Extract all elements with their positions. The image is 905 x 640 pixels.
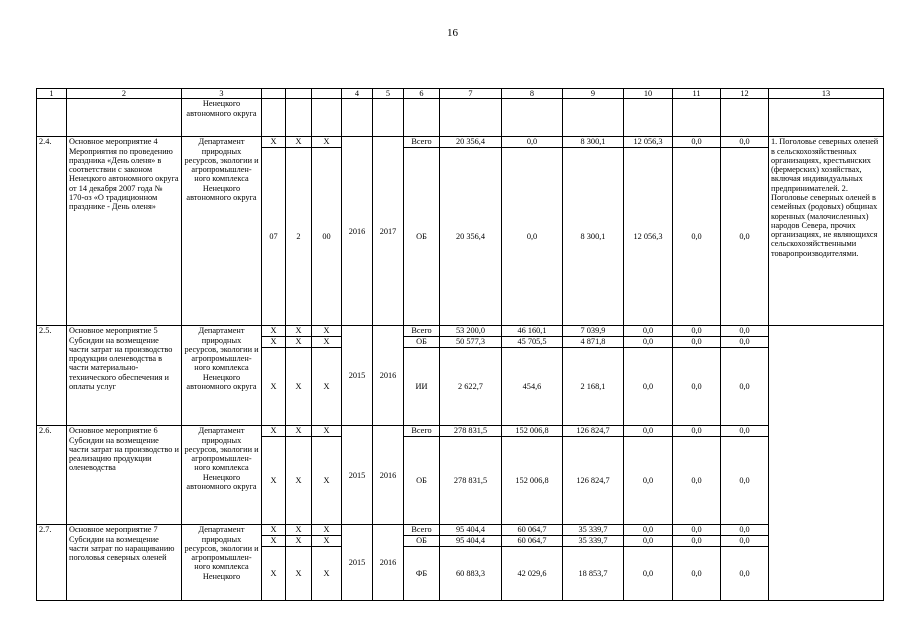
amount-cell: 0,0 bbox=[673, 547, 721, 601]
code-cell: 00 bbox=[312, 148, 342, 326]
funding-source: ОБ bbox=[404, 437, 440, 525]
amount-cell: 0,0 bbox=[721, 137, 769, 148]
header-cell: 13 bbox=[769, 89, 884, 99]
header-cell bbox=[262, 89, 286, 99]
amount-cell: 46 160,1 bbox=[502, 326, 563, 337]
amount-cell: 152 006,8 bbox=[502, 437, 563, 525]
amount-cell: 126 824,7 bbox=[563, 426, 624, 437]
amount-cell: 53 200,0 bbox=[440, 326, 502, 337]
amount-cell: 35 339,7 bbox=[563, 525, 624, 536]
table-row bbox=[37, 326, 884, 337]
target-indicators bbox=[769, 525, 884, 601]
amount-cell: 18 853,7 bbox=[563, 547, 624, 601]
code-cell: X bbox=[262, 337, 286, 348]
amount-cell: 278 831,5 bbox=[440, 437, 502, 525]
amount-cell: 12 056,3 bbox=[624, 137, 673, 148]
amount-cell: 0,0 bbox=[624, 426, 673, 437]
amount-cell: 0,0 bbox=[721, 426, 769, 437]
amount-cell: 0,0 bbox=[721, 547, 769, 601]
executor: Департамент природных ресурсов, экологии и агропромышлен-ного комплекса Ненецкого автономного округа bbox=[182, 137, 262, 326]
header-cell: 4 bbox=[342, 89, 373, 99]
amount-cell: 278 831,5 bbox=[440, 426, 502, 437]
amount-cell: 0,0 bbox=[721, 348, 769, 426]
measure-name: Основное мероприятие 7 Субсидии на возмещение части затрат по наращиванию поголовья северных оленей bbox=[67, 525, 182, 601]
code-cell: X bbox=[286, 337, 312, 348]
header-row bbox=[37, 89, 884, 99]
header-cell: 3 bbox=[182, 89, 262, 99]
executor: Департамент природных ресурсов, экологии и агропромышлен-ного комплекса Ненецкого автономного округа bbox=[182, 426, 262, 525]
amount-cell: 0,0 bbox=[673, 337, 721, 348]
start-year: 2015 bbox=[342, 326, 373, 426]
code-cell: X bbox=[262, 536, 286, 547]
amount-cell: 0,0 bbox=[673, 137, 721, 148]
amount-cell: 45 705,5 bbox=[502, 337, 563, 348]
header-cell: 1 bbox=[37, 89, 67, 99]
table-row bbox=[37, 137, 884, 148]
executor: Департамент природных ресурсов, экологии и агропромышлен-ного комплекса Ненецкого bbox=[182, 525, 262, 601]
funding-source: Всего bbox=[404, 137, 440, 148]
amount-cell: 50 577,3 bbox=[440, 337, 502, 348]
amount-cell: 0,0 bbox=[624, 525, 673, 536]
executor: Департамент природных ресурсов, экологии и агропромышлен-ного комплекса Ненецкого автономного округа bbox=[182, 326, 262, 426]
end-year: 2017 bbox=[373, 137, 404, 326]
amount-cell: 0,0 bbox=[721, 148, 769, 326]
row-number: 2.5. bbox=[37, 326, 67, 426]
code-cell: X bbox=[262, 525, 286, 536]
code-cell: X bbox=[262, 348, 286, 426]
table-row bbox=[37, 426, 884, 437]
amount-cell: 42 029,6 bbox=[502, 547, 563, 601]
code-cell: X bbox=[312, 348, 342, 426]
code-cell: X bbox=[286, 348, 312, 426]
program-measures-table bbox=[36, 88, 884, 601]
code-cell: X bbox=[262, 137, 286, 148]
header-cell bbox=[312, 89, 342, 99]
code-cell: X bbox=[312, 337, 342, 348]
amount-cell: 0,0 bbox=[624, 547, 673, 601]
header-cell: 7 bbox=[440, 89, 502, 99]
amount-cell: 0,0 bbox=[721, 525, 769, 536]
page-number: 16 bbox=[447, 27, 458, 39]
funding-source: Всего bbox=[404, 426, 440, 437]
start-year: 2015 bbox=[342, 525, 373, 601]
start-year: 2016 bbox=[342, 137, 373, 326]
funding-source: ОБ bbox=[404, 536, 440, 547]
funding-source: ОБ bbox=[404, 337, 440, 348]
funding-source: ОБ bbox=[404, 148, 440, 326]
amount-cell: 0,0 bbox=[673, 326, 721, 337]
code-cell: X bbox=[312, 525, 342, 536]
code-cell: X bbox=[262, 426, 286, 437]
row-number: 2.7. bbox=[37, 525, 67, 601]
row-number: 2.4. bbox=[37, 137, 67, 326]
amount-cell: 0,0 bbox=[673, 525, 721, 536]
amount-cell: 0,0 bbox=[624, 326, 673, 337]
amount-cell: 0,0 bbox=[673, 536, 721, 547]
amount-cell: 7 039,9 bbox=[563, 326, 624, 337]
code-cell: X bbox=[286, 137, 312, 148]
target-indicators bbox=[769, 326, 884, 426]
amount-cell: 60 883,3 bbox=[440, 547, 502, 601]
code-cell: X bbox=[312, 437, 342, 525]
amount-cell: 0,0 bbox=[673, 426, 721, 437]
code-cell: 07 bbox=[262, 148, 286, 326]
header-cell: 2 bbox=[67, 89, 182, 99]
code-cell: X bbox=[312, 547, 342, 601]
header-cell: 8 bbox=[502, 89, 563, 99]
code-cell: X bbox=[262, 326, 286, 337]
code-cell: X bbox=[286, 437, 312, 525]
amount-cell: 60 064,7 bbox=[502, 525, 563, 536]
funding-source: Всего bbox=[404, 525, 440, 536]
row-number: 2.6. bbox=[37, 426, 67, 525]
amount-cell: 0,0 bbox=[502, 148, 563, 326]
amount-cell: 60 064,7 bbox=[502, 536, 563, 547]
funding-source: Всего bbox=[404, 326, 440, 337]
measure-name: Основное мероприятие 5 Субсидии на возмещение части затрат на производство продукции оленеводства в части материально-технического обеспечения и оплаты услуг bbox=[67, 326, 182, 426]
header-cell: 11 bbox=[673, 89, 721, 99]
amount-cell: 20 356,4 bbox=[440, 137, 502, 148]
amount-cell: 20 356,4 bbox=[440, 148, 502, 326]
end-year: 2016 bbox=[373, 426, 404, 525]
code-cell: X bbox=[312, 536, 342, 547]
amount-cell: 0,0 bbox=[624, 348, 673, 426]
amount-cell: 454,6 bbox=[502, 348, 563, 426]
end-year: 2016 bbox=[373, 326, 404, 426]
code-cell: X bbox=[286, 536, 312, 547]
amount-cell: 8 300,1 bbox=[563, 137, 624, 148]
amount-cell: 0,0 bbox=[721, 437, 769, 525]
amount-cell: 8 300,1 bbox=[563, 148, 624, 326]
target-indicators: 1. Поголовье северных оленей в сельскохозяйственных организациях, крестьянских (фермерских) хозяйствах, включая индивидуальных предпринимателей. 2. Поголовье северных оленей в семейных (родовых) общинах коренных (малочисленных) народов Севера, прочих организациях, не являющихся сельскохозяйственными товаропроизводителями. bbox=[769, 137, 884, 326]
code-cell: X bbox=[286, 326, 312, 337]
code-cell: X bbox=[286, 426, 312, 437]
amount-cell: 4 871,8 bbox=[563, 337, 624, 348]
target-indicators bbox=[769, 426, 884, 525]
code-cell: 2 bbox=[286, 148, 312, 326]
amount-cell: 152 006,8 bbox=[502, 426, 563, 437]
header-cell: 12 bbox=[721, 89, 769, 99]
amount-cell: 126 824,7 bbox=[563, 437, 624, 525]
header-cell: 10 bbox=[624, 89, 673, 99]
code-cell: X bbox=[312, 137, 342, 148]
amount-cell: 0,0 bbox=[624, 437, 673, 525]
header-cell bbox=[286, 89, 312, 99]
funding-source: ФБ bbox=[404, 547, 440, 601]
amount-cell: 0,0 bbox=[721, 337, 769, 348]
code-cell: X bbox=[262, 437, 286, 525]
executor-continuation: Ненецкого автономного округа bbox=[182, 99, 262, 137]
amount-cell: 2 622,7 bbox=[440, 348, 502, 426]
amount-cell: 0,0 bbox=[721, 326, 769, 337]
code-cell: X bbox=[286, 525, 312, 536]
end-year: 2016 bbox=[373, 525, 404, 601]
amount-cell: 0,0 bbox=[624, 536, 673, 547]
code-cell: X bbox=[312, 326, 342, 337]
amount-cell: 0,0 bbox=[624, 337, 673, 348]
amount-cell: 95 404,4 bbox=[440, 536, 502, 547]
header-cell: 5 bbox=[373, 89, 404, 99]
code-cell: X bbox=[262, 547, 286, 601]
amount-cell: 0,0 bbox=[673, 437, 721, 525]
code-cell: X bbox=[286, 547, 312, 601]
amount-cell: 0,0 bbox=[721, 536, 769, 547]
amount-cell: 0,0 bbox=[673, 148, 721, 326]
code-cell: X bbox=[312, 426, 342, 437]
amount-cell: 0,0 bbox=[673, 348, 721, 426]
header-cell: 9 bbox=[563, 89, 624, 99]
measure-name: Основное мероприятие 4 Мероприятия по проведению праздника «День оленя» в соответствии с законом Ненецкого автономного округа от 14 декабря 2007 года № 170-оз «О традиционном празднике - День оленя» bbox=[67, 137, 182, 326]
amount-cell: 95 404,4 bbox=[440, 525, 502, 536]
amount-cell: 12 056,3 bbox=[624, 148, 673, 326]
table-row bbox=[37, 525, 884, 536]
start-year: 2015 bbox=[342, 426, 373, 525]
amount-cell: 35 339,7 bbox=[563, 536, 624, 547]
amount-cell: 0,0 bbox=[502, 137, 563, 148]
measure-name: Основное мероприятие 6 Субсидии на возмещение части затрат на производство и реализацию продукции оленеводства bbox=[67, 426, 182, 525]
header-cell: 6 bbox=[404, 89, 440, 99]
continuation-row bbox=[37, 99, 884, 137]
funding-source: ИИ bbox=[404, 348, 440, 426]
amount-cell: 2 168,1 bbox=[563, 348, 624, 426]
